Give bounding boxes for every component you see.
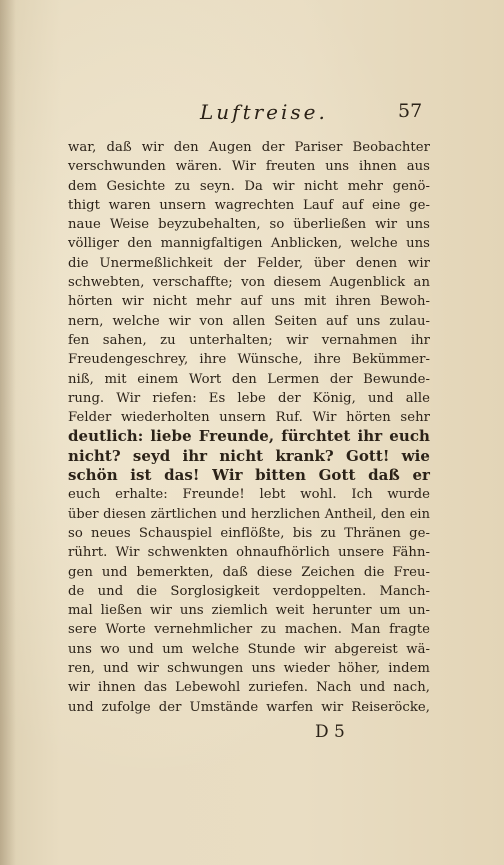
text-line: niß, mit einem Wort den Lermen der Bewunde- <box>68 371 430 387</box>
text-line: euch erhalte: Freunde! lebt wohl. Ich wurde <box>68 487 430 503</box>
text-line: sere Worte vernehmlicher zu machen. Man fragte <box>68 622 430 638</box>
text-line: dem Gesichte zu seyn. Da wir nicht mehr genö- <box>68 178 430 194</box>
text-line: und zufolge der Umstände warfen wir Reiseröcke, <box>68 699 430 715</box>
text-line: fen sahen, zu unterhalten; wir vernahmen ihr <box>68 332 430 348</box>
text-line: über diesen zärtlichen und herzlichen Antheil, den ein <box>68 506 430 522</box>
spine-shadow <box>0 0 16 865</box>
text-line: uns wo und um welche Stunde wir abgereist wä- <box>68 641 430 657</box>
page-header <box>0 100 504 128</box>
signature-mark: D 5 <box>315 722 345 742</box>
text-line: hörten wir nicht mehr auf uns mit ihren Bewoh- <box>68 294 430 310</box>
text-line: gen und bemerkten, daß diese Zeichen die Freu- <box>68 564 430 580</box>
text-line: mal ließen wir uns ziemlich weit herunter um un- <box>68 603 430 619</box>
text-line: war, daß wir den Augen der Pariser Beobachter <box>68 140 430 155</box>
text-line-emphasis: schön ist das! Wir bitten Gott daß er <box>68 466 430 485</box>
text-line: rührt. Wir schwenkten ohnaufhörlich unsere Fähn- <box>68 545 430 561</box>
text-line: verschwunden wären. Wir freuten uns ihnen aus <box>68 159 430 175</box>
text-line: thigt waren unsern wagrechten Lauf auf eine ge- <box>68 197 430 213</box>
text-line: die Unermeßlichkeit der Felder, über denen wir <box>68 255 430 271</box>
text-line: nern, welche wir von allen Seiten auf uns zulau- <box>68 313 430 329</box>
text-line: de und die Sorglosigkeit verdoppelten. Manch- <box>68 583 430 599</box>
body-text <box>68 138 430 717</box>
text-line: Freudengeschrey, ihre Wünsche, ihre Bekümmer- <box>68 352 430 368</box>
text-line: naue Weise beyzubehalten, so überließen wir uns <box>68 217 430 233</box>
text-line-emphasis: deutlich: liebe Freunde, fürchtet ihr euch <box>68 427 430 446</box>
text-line: Felder wiederholten unsern Ruf. Wir hörten sehr <box>68 410 430 426</box>
page-number: 57 <box>398 100 423 122</box>
text-line-emphasis: nicht? seyd ihr nicht krank? Gott! wie <box>68 446 430 465</box>
running-title: Luftreise. <box>200 100 328 124</box>
text-line: wir ihnen das Lebewohl zuriefen. Nach und nach, <box>68 680 430 696</box>
text-line: ren, und wir schwungen uns wieder höher, indem <box>68 661 430 677</box>
text-line: völliger den mannigfaltigen Anblicken, welche uns <box>68 236 430 252</box>
text-line: so neues Schauspiel einflößte, bis zu Thränen ge- <box>68 525 430 541</box>
text-line: schwebten, verschaffte; von diesem Augenblick an <box>68 275 430 291</box>
text-line: rung. Wir riefen: Es lebe der König, und alle <box>68 390 430 406</box>
